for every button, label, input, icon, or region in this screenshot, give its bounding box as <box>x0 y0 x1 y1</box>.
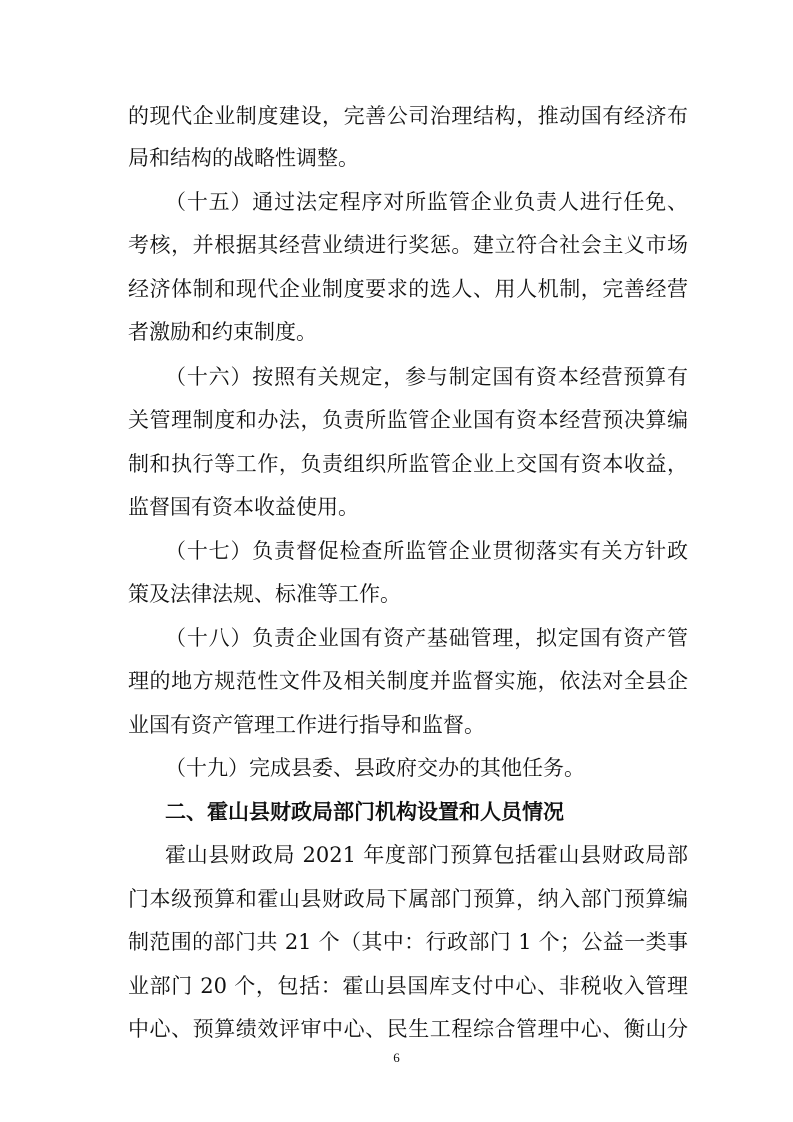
text-line: 策及法律法规、标准等工作。 <box>128 582 401 606</box>
text-line: 监督国有资本收益使用。 <box>128 495 359 519</box>
paragraph-18-first-line: （十八）负责企业国有资产基础管理，拟定国有资产管 <box>165 626 688 650</box>
text-line: 理的地方规范性文件及相关制度并监督实施，依法对全县企 <box>128 669 688 693</box>
text-line: 制和执行等工作，负责组织所监管企业上交国有资本收益， <box>128 452 688 476</box>
text-line: 业国有资产管理工作进行指导和监督。 <box>128 713 485 737</box>
text-line: 者激励和约束制度。 <box>128 320 317 344</box>
text-line: 门本级预算和霍山县财政局下属部门预算，纳入部门预算编 <box>128 887 688 911</box>
text-line: 考核，并根据其经营业绩进行奖惩。建立符合社会主义市场 <box>128 233 688 257</box>
paragraph-17-first-line: （十七）负责督促检查所监管企业贯彻落实有关方针政 <box>165 539 688 563</box>
text-line: 中心、预算绩效评审中心、民生工程综合管理中心、衡山分 <box>128 1017 688 1041</box>
text-line: 业部门 20 个，包括：霍山县国库支付中心、非税收入管理 <box>128 974 688 998</box>
section-heading: 二、霍山县财政局部门机构设置和人员情况 <box>165 800 564 824</box>
paragraph-15-first-line: （十五）通过法定程序对所监管企业负责人进行任免、 <box>165 190 688 214</box>
text-line: 制范围的部门共 21 个（其中：行政部门 1 个；公益一类事 <box>128 930 688 954</box>
page-number: 6 <box>393 1050 400 1065</box>
paragraph-19: （十九）完成县委、县政府交办的其他任务。 <box>165 756 585 780</box>
section-2-first-line: 霍山县财政局 2021 年度部门预算包括霍山县财政局部 <box>165 843 688 867</box>
text-line: 局和结构的战略性调整。 <box>128 146 359 170</box>
paragraph-16-first-line: （十六）按照有关规定，参与制定国有资本经营预算有 <box>165 365 688 389</box>
text-line: 关管理制度和办法，负责所监管企业国有资本经营预决算编 <box>128 408 688 432</box>
text-line: 经济体制和现代企业制度要求的选人、用人机制，完善经营 <box>128 277 688 301</box>
text-line: 的现代企业制度建设，完善公司治理结构，推动国有经济布 <box>128 104 688 128</box>
